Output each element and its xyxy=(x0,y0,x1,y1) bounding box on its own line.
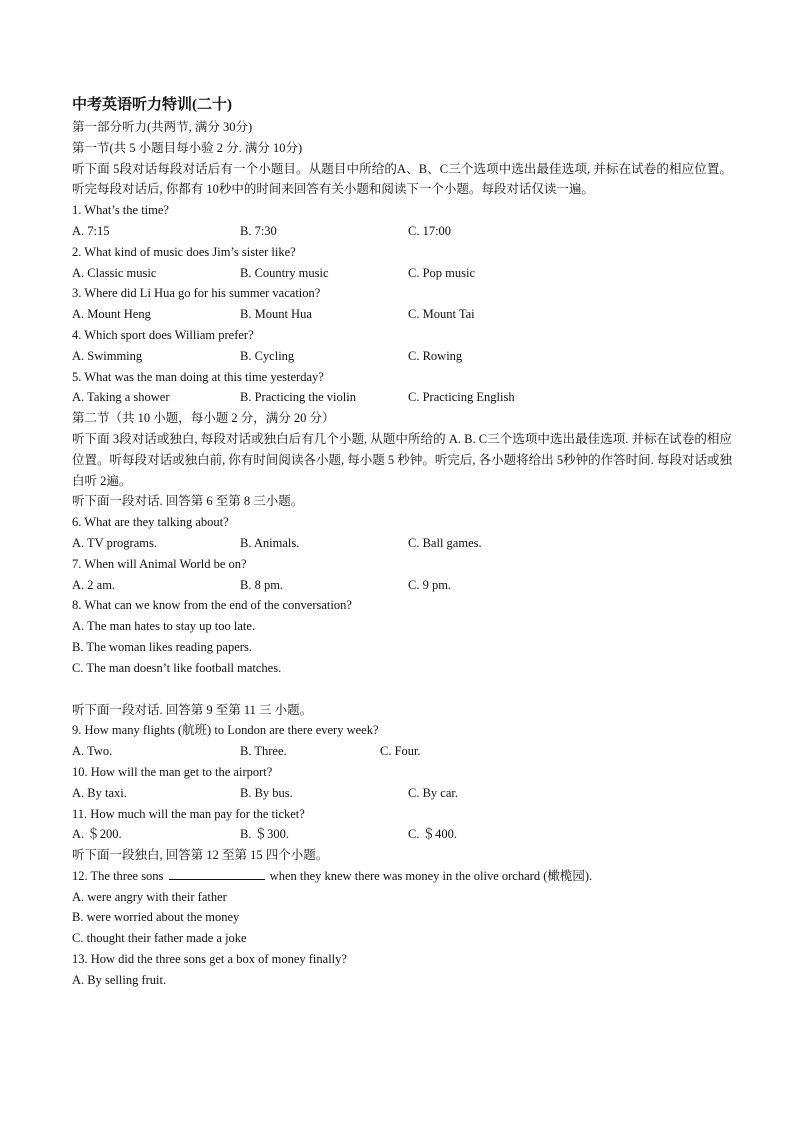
option-a: A. Mount Heng xyxy=(72,307,151,322)
question-12-stem-start: 12. The three sons xyxy=(72,868,164,883)
part1-heading: 第一部分听力(共两节, 满分 30分) xyxy=(72,120,253,134)
option-a: A. The man hates to stay up too late. xyxy=(72,619,256,634)
option-c: C. thought their father made a joke xyxy=(72,931,247,946)
question-7: 7. When will Animal World be on? xyxy=(72,556,247,571)
option-c: C. ＄400. xyxy=(408,827,457,842)
question-4-options xyxy=(72,346,732,367)
option-a: A. 7:15 xyxy=(72,223,110,238)
group2-intro: 听下面一段对话. 回答第 9 至第 11 三 小题。 xyxy=(72,702,313,717)
option-b: B. Cycling xyxy=(240,348,295,363)
option-a: A. Classic music xyxy=(72,265,157,280)
answer-blank[interactable] xyxy=(169,867,265,880)
question-10: 10. How will the man get to the airport? xyxy=(72,764,273,779)
group3-intro: 听下面一段独白, 回答第 12 至第 15 四个小题。 xyxy=(72,848,329,863)
question-1: 1. What’s the time? xyxy=(72,203,169,218)
option-a: A. Taking a shower xyxy=(72,390,170,405)
option-a: A. By selling fruit. xyxy=(72,972,167,987)
option-a: A. were angry with their father xyxy=(72,889,227,904)
page-title: 中考英语听力特训(二十) xyxy=(72,97,232,113)
option-b: B. Animals. xyxy=(240,535,300,550)
option-b: B. were worried about the money xyxy=(72,910,240,925)
option-b: B. By bus. xyxy=(240,785,293,800)
exam-page xyxy=(72,94,732,991)
question-9-options xyxy=(72,741,732,762)
option-b: B. Mount Hua xyxy=(240,307,312,322)
option-c: C. Pop music xyxy=(408,265,476,280)
option-c: C. Practicing English xyxy=(408,390,515,405)
group1-intro: 听下面一段对话. 回答第 6 至第 8 三小题。 xyxy=(72,494,304,509)
question-11-options xyxy=(72,824,732,845)
question-6-options xyxy=(72,533,732,554)
question-11: 11. How much will the man pay for the ticket? xyxy=(72,806,305,821)
option-b: B. ＄300. xyxy=(240,827,289,842)
question-12 xyxy=(72,866,732,887)
blank-gap xyxy=(72,679,732,700)
question-2-options xyxy=(72,263,732,284)
question-12-stem-end: when they knew there was money in the olive orchard (橄榄园). xyxy=(269,868,593,883)
option-a: A. Swimming xyxy=(72,348,143,363)
option-c: C. The man doesn’t like football matches. xyxy=(72,660,282,675)
option-c: C. Ball games. xyxy=(408,535,482,550)
option-c: C. By car. xyxy=(408,785,458,800)
question-5: 5. What was the man doing at this time yesterday? xyxy=(72,369,324,384)
question-1-options xyxy=(72,221,732,242)
question-4: 4. Which sport does William prefer? xyxy=(72,327,254,342)
section2-instructions: 听下面 3段对话或独白, 每段对话或独白后有几个小题, 从题中所给的 A. B. C三个选项中选出最佳选项. 并标在试卷的相应位置。听每段对话或独白前, 你有时间阅读各小题, 每小题 5 秒钟。听完后, 各小题将给出 5秒钟的作答时间. 每段对话或独白听 2遍。 xyxy=(72,431,732,488)
option-b: B. 7:30 xyxy=(240,223,277,238)
question-2: 2. What kind of music does Jim’s sister like? xyxy=(72,244,296,259)
option-c: C. Rowing xyxy=(408,348,463,363)
section1-heading: 第一节(共 5 小题目每小验 2 分. 满分 10分) xyxy=(72,140,303,155)
section1-instructions: 听下面 5段对话每段对话后有一个小题目。从题目中所给的A、B、C三个选项中选出最佳选项, 并标在试卷的相应位置。听完每段对话后, 你都有 10秒中的时间来回答有关小题和阅读下一个小题。每段对话仅读一遍。 xyxy=(72,161,732,197)
question-3: 3. Where did Li Hua go for his summer vacation? xyxy=(72,286,321,301)
question-6: 6. What are they talking about? xyxy=(72,515,229,530)
option-b: B. 8 pm. xyxy=(240,577,284,592)
option-a: A. 2 am. xyxy=(72,577,116,592)
option-a: A. Two. xyxy=(72,744,113,759)
section2-heading: 第二节（共 10 小题，每小题 2 分，满分 20 分） xyxy=(72,411,335,426)
option-c: C. Mount Tai xyxy=(408,307,475,322)
option-b: B. Three. xyxy=(240,744,287,759)
option-b: B. The woman likes reading papers. xyxy=(72,639,252,654)
option-a: A. By taxi. xyxy=(72,785,127,800)
question-5-options xyxy=(72,387,732,408)
option-a: A. TV programs. xyxy=(72,535,157,550)
option-b: B. Country music xyxy=(240,265,329,280)
option-a: A. ＄200. xyxy=(72,827,122,842)
question-7-options xyxy=(72,575,732,596)
option-c: C. Four. xyxy=(380,744,421,759)
option-c: C. 9 pm. xyxy=(408,577,452,592)
option-b: B. Practicing the violin xyxy=(240,390,356,405)
question-8: 8. What can we know from the end of the conversation? xyxy=(72,598,352,613)
question-3-options xyxy=(72,304,732,325)
question-10-options xyxy=(72,783,732,804)
question-13: 13. How did the three sons get a box of money finally? xyxy=(72,952,347,967)
option-c: C. 17:00 xyxy=(408,223,452,238)
question-9: 9. How many flights (航班) to London are there every week? xyxy=(72,723,379,738)
